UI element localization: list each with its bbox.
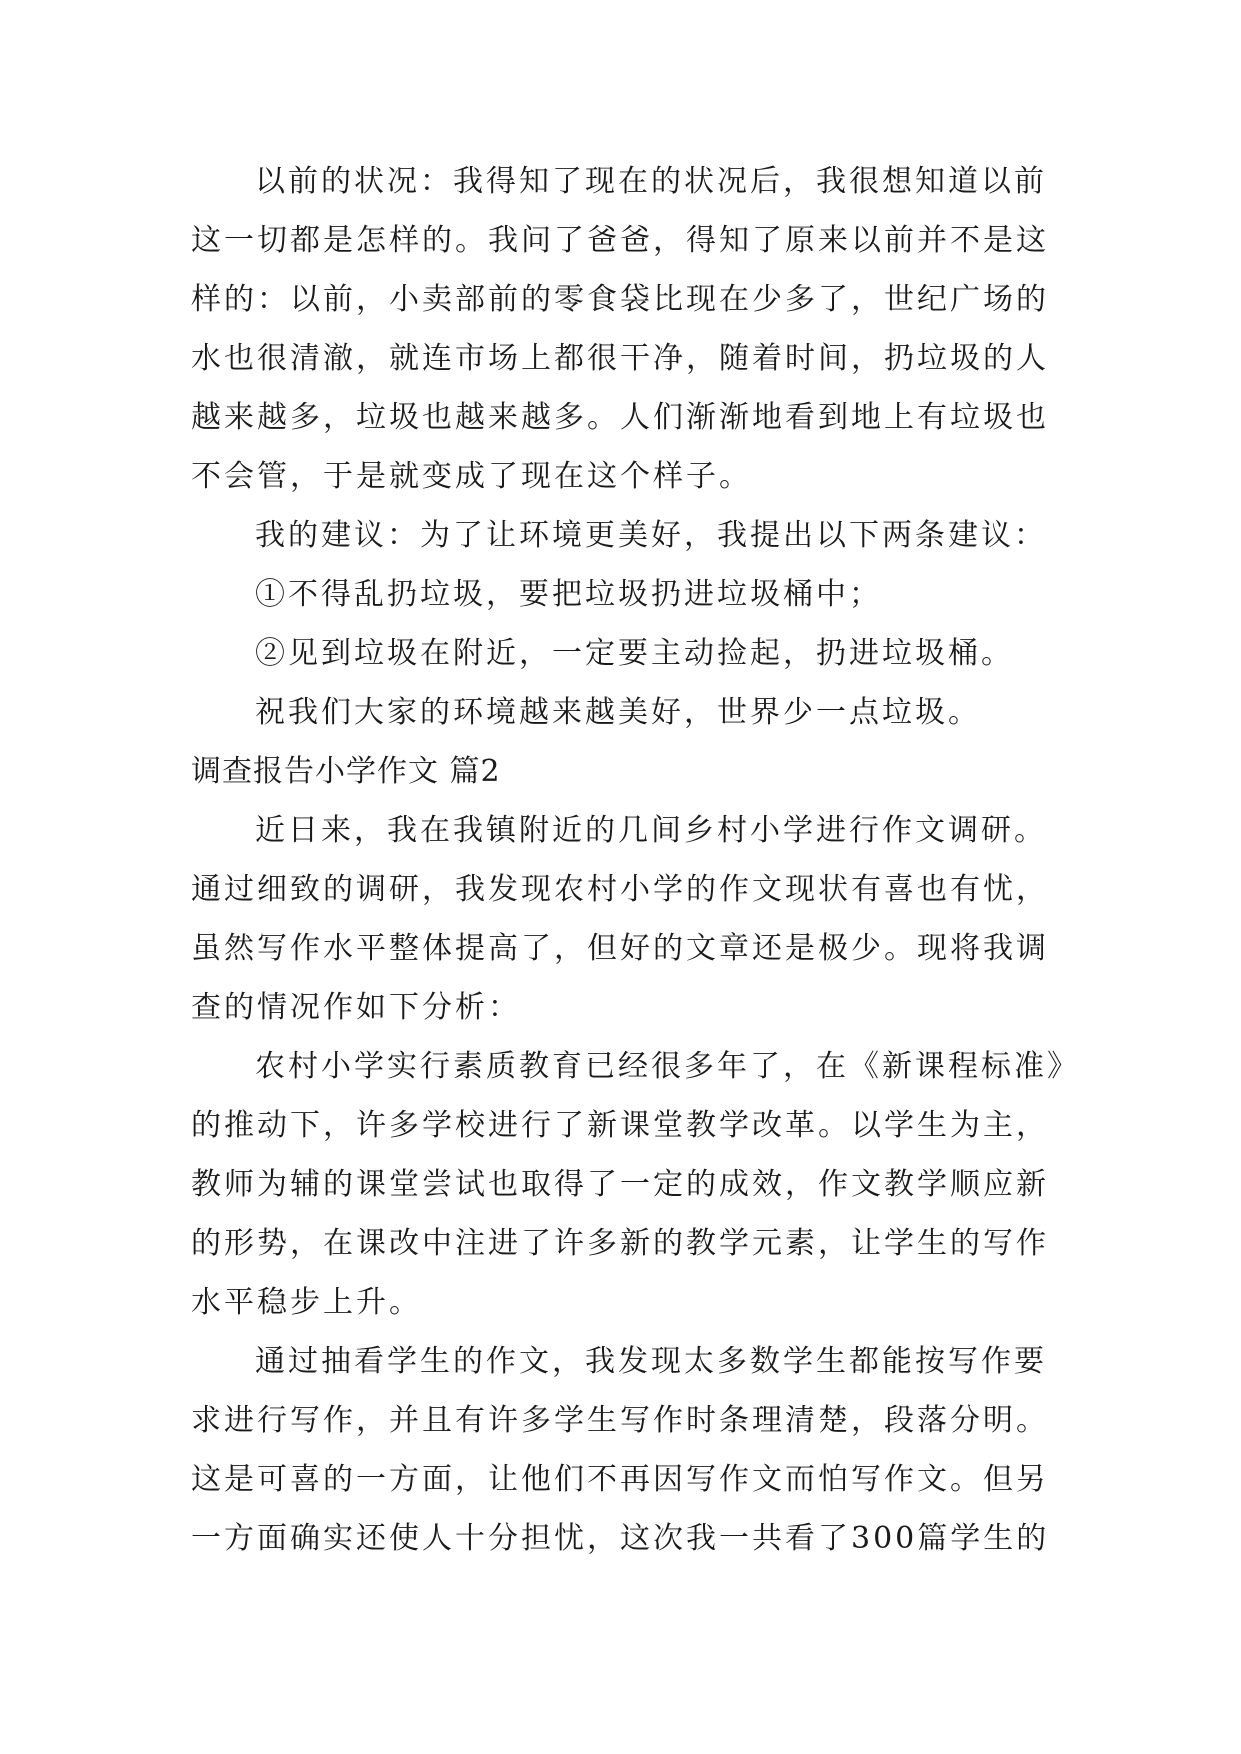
- text-line: 我的建议：为了让环境更美好，我提出以下两条建议：: [255, 518, 1047, 553]
- text-line: 以前的状况：我得知了现在的状况后，我很想知道以前: [255, 164, 1047, 199]
- text-line: 虽然写作水平整体提高了，但好的文章还是极少。现将我调: [191, 931, 1049, 966]
- text-line: ①不得乱扔垃圾，要把垃圾扔进垃圾桶中；: [255, 577, 882, 612]
- text-line: ②见到垃圾在附近，一定要主动捡起，扔进垃圾桶。: [255, 636, 1014, 671]
- text-line: 祝我们大家的环境越来越美好，世界少一点垃圾。: [255, 695, 981, 730]
- text-line: 查的情况作如下分析：: [191, 990, 521, 1025]
- text-line: 越来越多，垃圾也越来越多。人们渐渐地看到地上有垃圾也: [191, 400, 1049, 435]
- text-line: 农村小学实行素质教育已经很多年了，在《新课程标准》: [255, 1049, 1080, 1084]
- section-heading: 调查报告小学作文 篇2: [191, 754, 501, 789]
- text-line: 水平稳步上升。: [191, 1285, 422, 1320]
- text-line: 通过抽看学生的作文，我发现太多数学生都能按写作要: [255, 1344, 1047, 1379]
- text-line: 这是可喜的一方面，让他们不再因写作文而怕写作文。但另: [191, 1462, 1049, 1497]
- text-line: 的形势，在课改中注进了许多新的教学元素，让学生的写作: [191, 1226, 1049, 1261]
- text-line: 样的：以前，小卖部前的零食袋比现在少多了，世纪广场的: [191, 282, 1049, 317]
- text-line: 求进行写作，并且有许多学生写作时条理清楚，段落分明。: [191, 1403, 1049, 1438]
- text-line: 水也很清澈，就连市场上都很干净，随着时间，扔垃圾的人: [191, 341, 1049, 376]
- text-line: 通过细致的调研，我发现农村小学的作文现状有喜也有忧，: [191, 872, 1049, 907]
- text-line: 这一切都是怎样的。我问了爸爸，得知了原来以前并不是这: [191, 223, 1049, 258]
- text-line: 一方面确实还使人十分担忧，这次我一共看了300篇学生的: [191, 1521, 1050, 1556]
- document-body: [191, 152, 1080, 1568]
- text-line: 的推动下，许多学校进行了新课堂教学改革。以学生为主，: [191, 1108, 1049, 1143]
- text-line: 近日来，我在我镇附近的几间乡村小学进行作文调研。: [255, 813, 1047, 848]
- text-line: 不会管，于是就变成了现在这个样子。: [191, 459, 752, 494]
- text-line: 教师为辅的课堂尝试也取得了一定的成效，作文教学顺应新: [191, 1167, 1049, 1202]
